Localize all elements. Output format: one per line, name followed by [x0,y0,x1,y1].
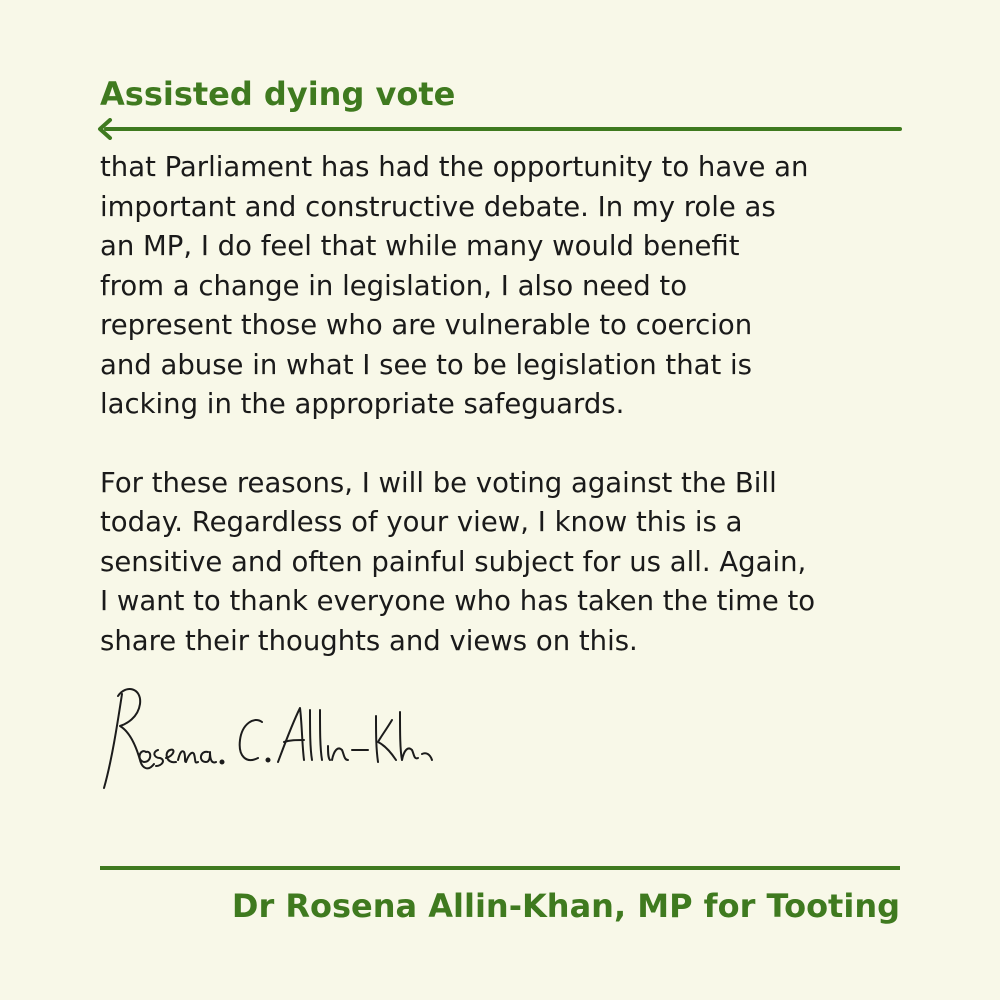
arrow-left-icon [96,118,902,140]
statement-body [100,148,920,661]
text-line: that Parliament has had the opportunity to have an [100,151,809,183]
text-line: today. Regardless of your view, I know this is a [100,506,743,538]
heading: Assisted dying vote [100,75,456,113]
text-line: represent those who are vulnerable to coercion [100,309,753,341]
text-line: and abuse in what I see to be legislation that is [100,348,752,381]
text-line: an MP, I do feel that while many would benefit [100,230,740,262]
text-line: sensitive and often painful subject for us all. Again, [100,545,807,578]
text-line: share their thoughts and views on this. [100,624,638,657]
paragraph-1 [100,148,920,425]
attribution: Dr Rosena Allin-Khan, MP for Tooting [231,887,900,925]
text-line: lacking in the appropriate safeguards. [100,388,625,420]
text-line: For these reasons, I will be voting against the Bill [100,466,777,499]
text-line: from a change in legislation, I also need to [100,269,688,302]
handwritten-signature [96,680,436,800]
text-line: I want to thank everyone who has taken the time to [100,585,816,617]
divider-rule [100,866,900,870]
paragraph-2 [100,464,920,662]
text-line: important and constructive debate. In my role as [100,190,776,223]
